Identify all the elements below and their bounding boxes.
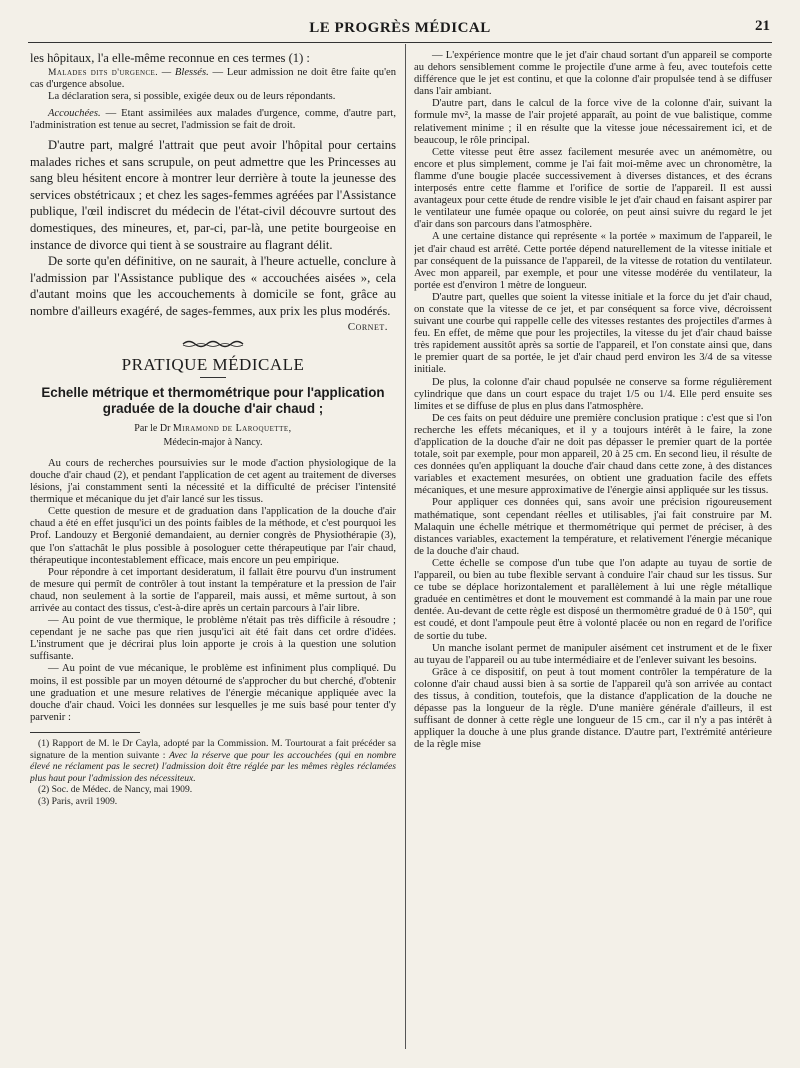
article-paragraph: De ces faits on peut déduire une première conclusion pratique : c'est que si l'on recherche les effets mécaniques, et il y a toujours intérêt à le faire, la zone d'application de la douche d'air ne doit pas dépasser le premier quart de la portée totale, soit par exemple, pour mon appareil, 20 à 25 cm. En second lieu, il résulte de ces données qu'en appliquant la douche d'air chaud dans cette zone, à des distances variables et exactement mesurées, on obtient une graduation facile des effets mécaniques, et une mesure approximative de l'énergie ainsi appliquée sur les tissus.	[414, 412, 772, 497]
byline-prefix: Par le Dr	[134, 422, 171, 434]
article-paragraph: — L'expérience montre que le jet d'air chaud sortant d'un appareil se comporte au dehors sensiblement comme le projectile d'une arme à feu, avec toutefois cette différence que le jet est continu, et que la colonne d'air propulsée tend à se diffuser dans l'air ambiant.	[414, 50, 772, 98]
article-paragraph: D'autre part, quelles que soient la vitesse initiale et la force du jet d'air chaud, on constate que la vitesse de ce jet, et par conséquent sa force vive, décroissent suivant une courbe qui rappelle celle des vitesses restantes des projectiles d'armes à feu. En effet, de même que pour les projectiles, la vitesse du jet d'air chaud baisse très rapidement aussitôt après sa sortie de l'appareil, et l'on constate ainsi que, dans le premier quart de sa portée, le jet d'air chaud perd environ les 3/4 de sa vitesse initiale.	[414, 291, 772, 376]
title-rule	[200, 377, 226, 378]
article-paragraph: Cette question de mesure et de graduation dans l'application de la douche d'air chaud a été en effet jusqu'ici un des points faibles de la méthode, et c'est pourquoi les Prof. Landouzy et Bergonié demandaient, au dernier congrès de Physiothérapie (3), que l'on s'attachât le plus possible à posologuer cette thérapeutique par l'air chaud, thérapeutique incontestablement efficace, mais encore un peu empirique.	[30, 506, 396, 566]
footnote-1	[30, 738, 396, 784]
article-paragraph: Pour appliquer ces données qui, sans avoir une précision rigoureusement mathématique, sont cependant réelles et utilisables, j'ai fait construire par M. Malaquin une échelle métrique et thermométrique qui permet de préciser, à des distances variables, exactement la température, et relativement l'énergie mécanique de la douche d'air chaud.	[414, 497, 772, 557]
footnote-1-text: (1) Rapport de M. le Dr Cayla, adopté par la Commission. M. Tourtourat a fait précéder sa signature de la mention suivante :	[30, 737, 396, 761]
article-paragraph: A une certaine distance qui représente « la portée » maximum de l'appareil, le jet d'air chaud est arrêté. Cette portée dépend naturellement de la vitesse initiale et par conséquent de la puissance de l'appareil, de la vitesse de rotation du ventilateur. Avec mon appareil, par exemple, et pour une vitesse modérée du ventilateur, la portée est d'environ 1 mètre de longueur.	[414, 231, 772, 291]
article-paragraph: — Au point de vue thermique, le problème n'était pas très difficile à résoudre ; cependant je ne sache pas que rien jusqu'ici ait été fait dans cet ordre d'idées. L'instrument que je décrirai plus loin apporte je crois à la question une solution suffisante.	[30, 615, 396, 663]
hopital-paragraph: D'autre part, malgré l'attrait que peut avoir l'hôpital pour certains malades riches et sans scrupule, on peut admettre que les Princesses au sang bleu hésitent encore à montrer leur derrière à toute la jeunesse des services obstétricaux ; et chez les sages-femmes agréées par l'Assistance publique, l'œil indiscret du médecin de l'état-civil découvre surtout des domestiques, des mineures, et, par-ci, par-là, une petite bourgeoise en instance de divorce qui tient à se soustraire au flagrant délit.	[30, 138, 396, 252]
ornament-divider	[30, 339, 396, 353]
author-signature: Cornet.	[347, 320, 388, 333]
footnotes	[30, 738, 396, 808]
urgence-italic: — Blessés.	[161, 66, 209, 78]
journal-title: LE PROGRÈS MÉDICAL	[309, 19, 491, 36]
urgence-paragraph	[30, 67, 396, 91]
accouchees-italic: Accouchées.	[48, 107, 101, 119]
footnote-2: (2) Soc. de Médec. de Nancy, mai 1909.	[38, 784, 193, 796]
article-title: Echelle métrique et thermométrique pour l'application graduée de la douche d'air chaud ;	[41, 384, 385, 416]
article-paragraph: Grâce à ce dispositif, on peut à tout moment contrôler la température de la colonne d'air chaud aussi bien à sa sortie de l'appareil qu'à son arrivée au contact des tissus, à condition, toutefois, que la distance d'application de la douche ne dépasse pas la longueur de la règle. D'une manière générale d'ailleurs, il est suffisant de donner à cette règle une longueur de 15 cm., car il n'y a pas intérêt à appliquer la douche à une plus grande distance. D'autre part, l'extrémité antérieure de la règle mise	[414, 666, 772, 751]
urgence-text: — Leur admission ne doit être faite qu'en cas d'urgence absolue.	[30, 66, 396, 90]
article-paragraph: Pour répondre à cet important desideratum, il fallait être pourvu d'un instrument de mesure qui permît de contrôler à tout instant la température et la pression de l'air chaud, non seulement à la sortie de l'appareil, mais aussi, et même surtout, à son arrivée au contact des tissus, c'est-à-dire après un certain parcours à l'air libre.	[30, 566, 396, 614]
section-title: PRATIQUE MÉDICALE	[121, 354, 305, 374]
article-paragraph: De plus, la colonne d'air chaud populsée ne conserve sa forme régulièrement cylindrique que dans un court espace du trajet 1/5 ou 1/4. Elle perd ensuite ses limites et se diffuse de plus en plus dans l'atmosphère.	[414, 376, 772, 412]
fleuron-icon	[181, 339, 245, 349]
column-divider	[405, 44, 406, 1049]
intro-paragraph: les hôpitaux, l'a elle-même reconnue en ces termes (1) :	[30, 51, 310, 65]
accouchees-text: — Etant assimilées aux malades d'urgence, comme, d'autre part, l'administration est tenue au secret, l'admission se fait de droit.	[30, 107, 396, 131]
article-paragraph: D'autre part, dans le calcul de la force vive de la colonne d'air, suivant la formule mv², la masse de l'air projeté apparaît, au point de vue balistique, comme relativement minime ; il en résulte que la vitesse joue nécessairement ici, et de beaucoup, le rôle principal.	[414, 98, 772, 146]
right-column	[414, 50, 772, 1055]
byline	[30, 422, 396, 450]
byline-author: Miramond de Laroquette,	[172, 422, 292, 434]
article-paragraph: Cette échelle se compose d'un tube que l'on adapte au tuyau de sortie de l'appareil, ou bien au tube flexible servant à conduire l'air chaud sur les tissus. Sur ce tube se déplace horizontalement et parallèlement à lui une règle métallique graduée en centimètres et dont le mouvement est commandé à la main par une roue dentée. Au-devant de cette règle est disposé un thermomètre gradué de 0 à 150°, qui est coudé, et dont l'ampoule peut être à volonté placée ou non en regard de l'orifice de sortie du tube.	[414, 557, 772, 642]
footnote-1-italic: Avec la réserve que pour les accouchées (qui en nombre élevé ne réclament pas le secret) l'admission doit être réglée par les mêmes règles réclamées plus haut pour l'admission des nécessiteux.	[30, 749, 396, 784]
footnote-rule	[30, 732, 140, 733]
page-number: 21	[755, 18, 770, 34]
running-header	[28, 14, 772, 43]
accouchees-paragraph	[30, 108, 396, 132]
article-paragraph: Cette vitesse peut être assez facilement mesurée avec un anémomètre, ou encore et plus simplement, comme je l'ai fait moi-même avec un chronomètre, la flamme d'une bougie placée successivement à diverses distances, et des écrans interposés entre cette flamme et l'orifice de sortie de l'appareil. Il est aussi avantageux pour cette étude de rendre visible le jet d'air chaud en faisant aspirer par le ventilateur une fumée opaque ou colorée, on peut ainsi suivre du regard le jet d'air dans son parcours dans l'atmosphère.	[414, 146, 772, 231]
conclusion-paragraph: De sorte qu'en définitive, on ne saurait, à l'heure actuelle, conclure à l'admission par l'Assistance publique des « accouchées aisées », cela d'autant moins que les accouchements à domicile se font, grâce au nombre d'ailleurs exagéré, de sages-femmes, aux prix les plus modérés.	[30, 254, 396, 318]
article-paragraph: — Au point de vue mécanique, le problème est infiniment plus compliqué. Du moins, il est possible par un moyen détourné de s'approcher du but cherché, d'obtenir une graduation et une mesure relatives de l'énergie mécanique appliquée avec la douche d'air chaud. Voici les données sur lesquelles je me suis basé pour tenter d'y parvenir :	[30, 663, 396, 723]
article-paragraph: Au cours de recherches poursuivies sur le mode d'action physiologique de la douche d'air chaud (2), et pendant l'application de cet agent au traitement de diverses lésions, j'ai constamment senti la nécessité et la difficulté de préciser l'intensité thermique et mécanique du jet d'air lancé sur les tissus.	[30, 457, 396, 506]
urgence-label: Malades dits d'urgence.	[48, 67, 158, 78]
declaration-paragraph: La déclaration sera, si possible, exigée deux ou de leurs répondants.	[48, 90, 336, 102]
footnote-3: (3) Paris, avril 1909.	[38, 795, 118, 807]
left-column	[30, 50, 396, 1055]
byline-role: Médecin-major à Nancy.	[163, 436, 263, 448]
article-paragraph: Un manche isolant permet de manipuler aisément cet instrument et de le fixer au tuyau de l'appareil ou au tube intermédiaire et de l'enlever suivant les besoins.	[414, 642, 772, 666]
